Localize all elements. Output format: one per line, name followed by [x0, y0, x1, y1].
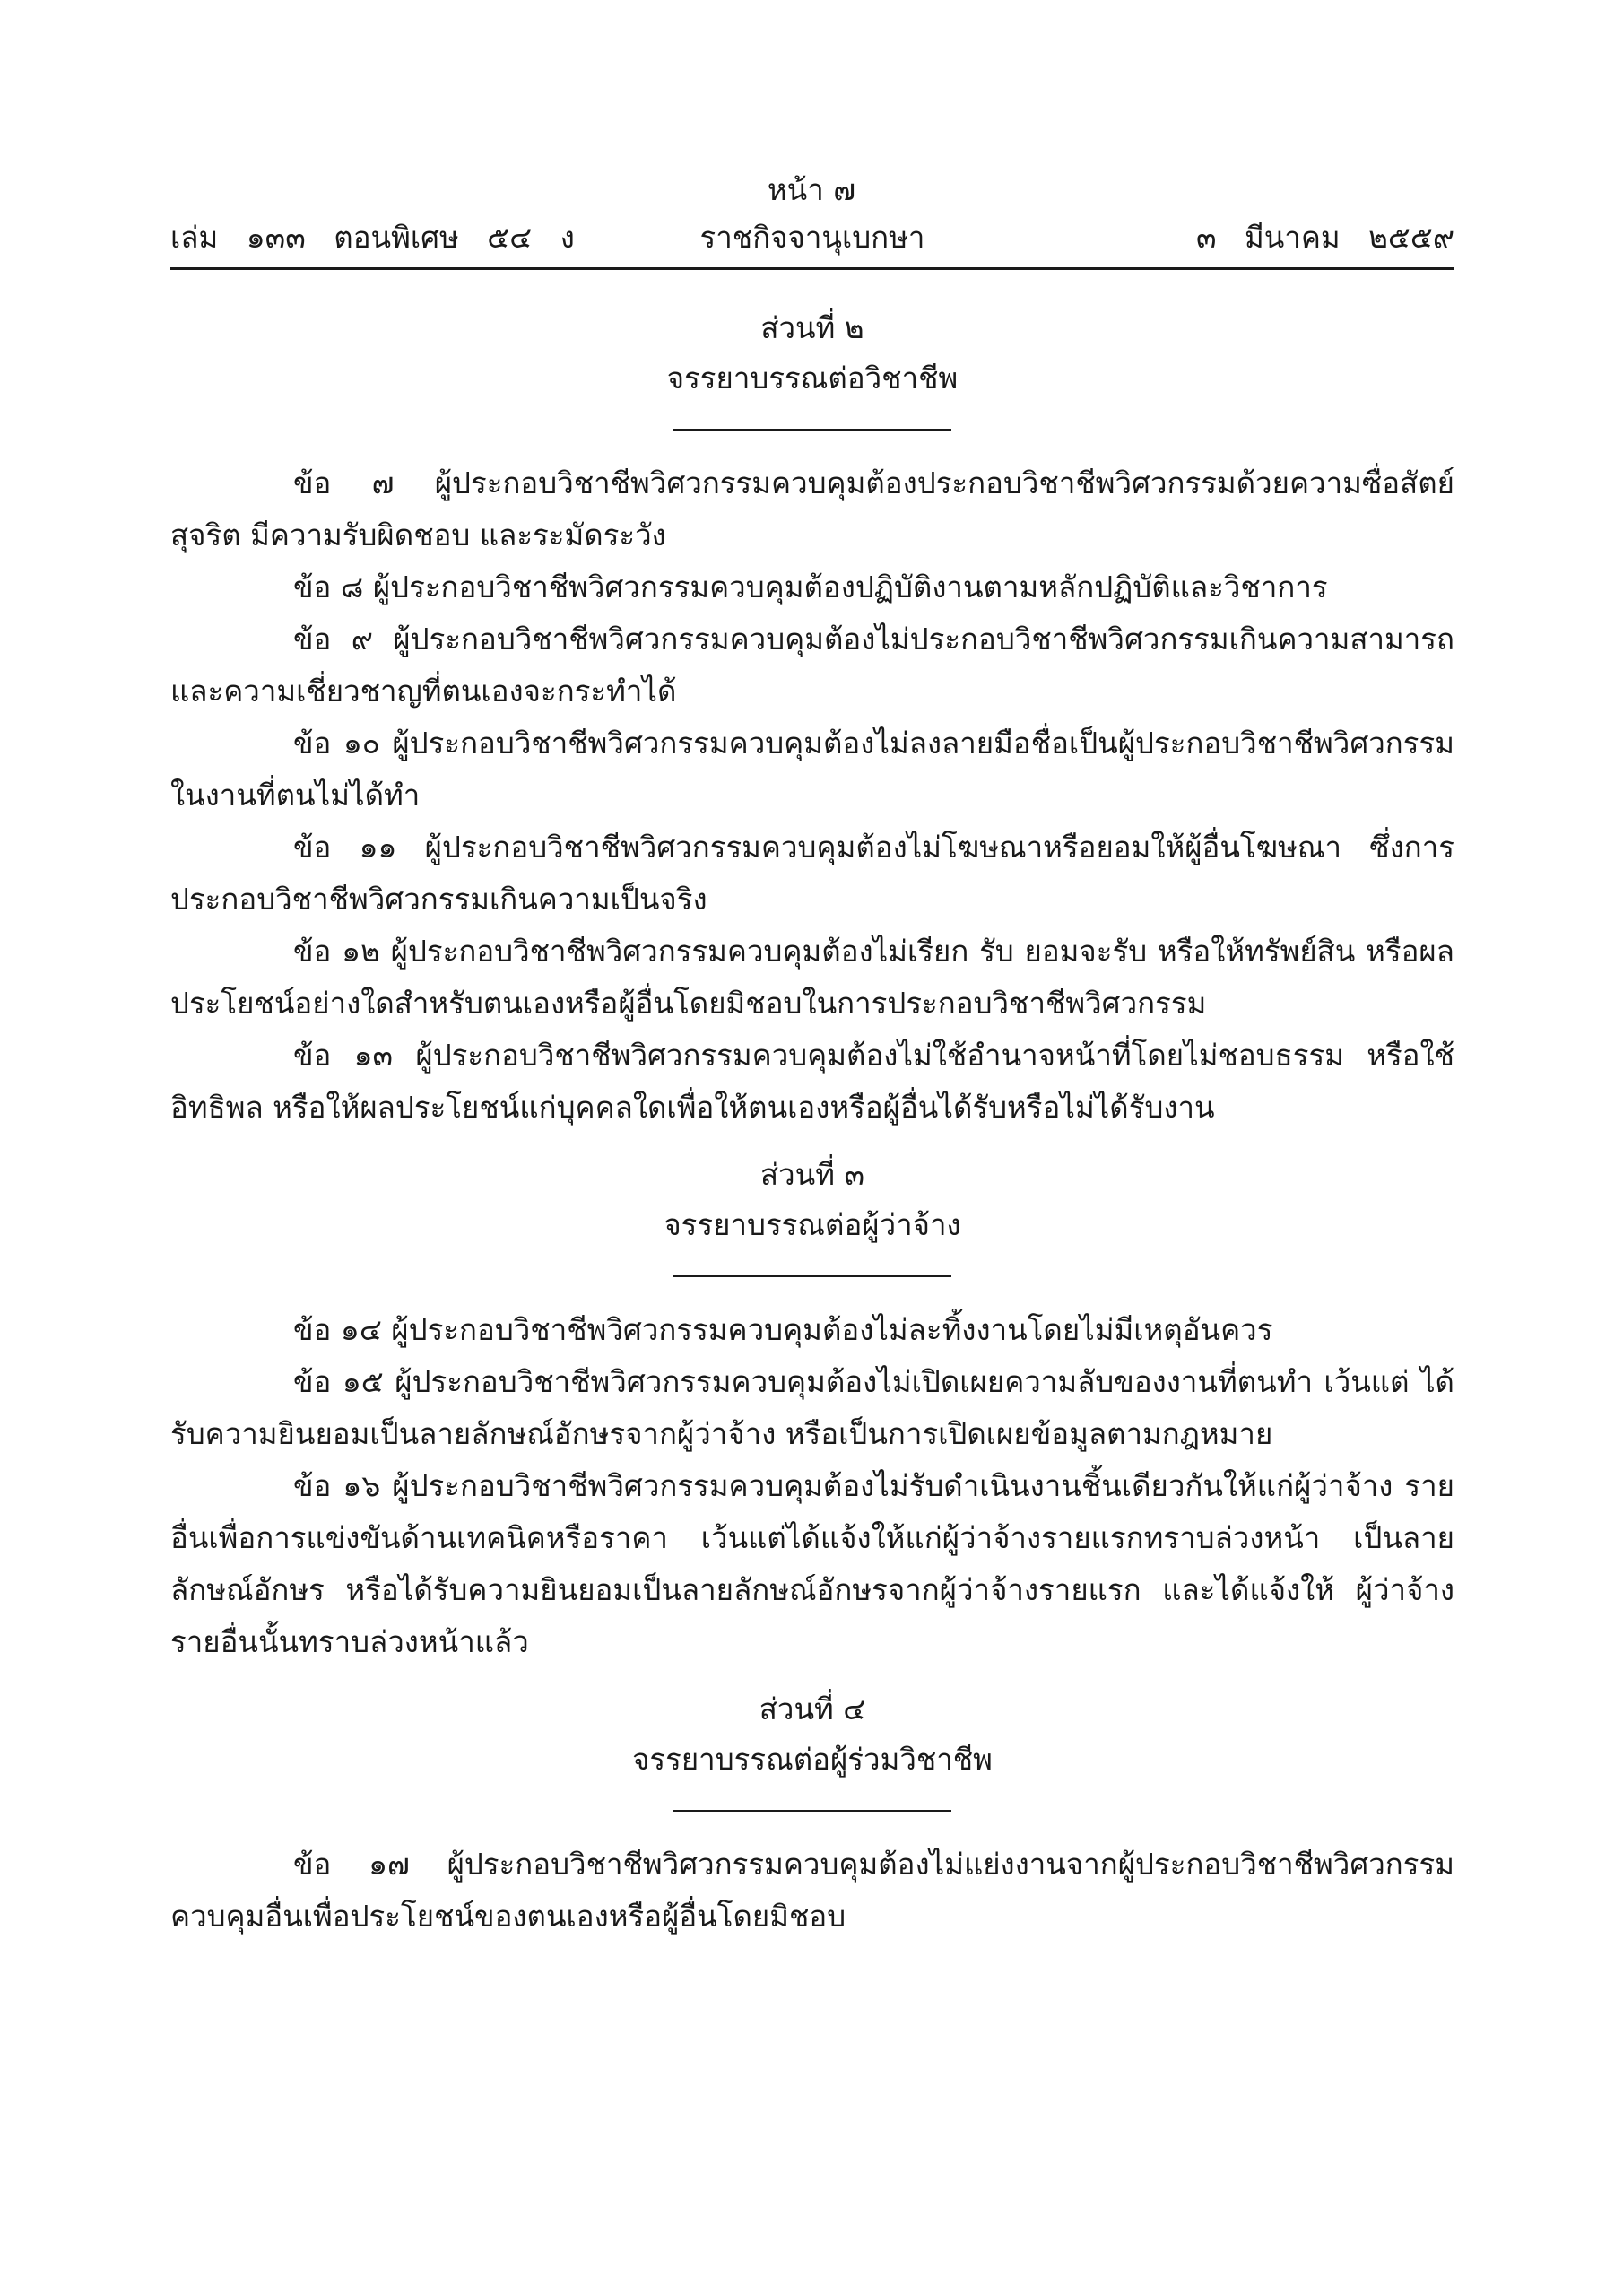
clause-16: ข้อ ๑๖ ผู้ประกอบวิชาชีพวิศวกรรมควบคุมต้องไม่รับดำเนินงานชิ้นเดียวกันให้แก่ผู้ว่าจ้าง รายอื่นเพื่อการแข่งขันด้านเทคนิคหรือราคา เว้นแต่ได้แจ้งให้แก่ผู้ว่าจ้างรายแรกทราบล่วงหน้า เป็นลายลักษณ์อักษร หรือได้รับความยินยอมเป็นลายลักษณ์อักษรจากผู้ว่าจ้างรายแรก และได้แจ้งให้ ผู้ว่าจ้างรายอื่นนั้นทราบล่วงหน้าแล้ว — [170, 1468, 1454, 1659]
clause-8: ข้อ ๘ ผู้ประกอบวิชาชีพวิศวกรรมควบคุมต้องปฏิบัติงานตามหลักปฏิบัติและวิชาการ — [293, 570, 1328, 604]
publication-date: ๓ มีนาคม ๒๕๕๙ — [1195, 220, 1454, 255]
section-heading: จรรยาบรรณต่อผู้ว่าจ้าง — [664, 1207, 961, 1242]
publication-name: ราชกิจจานุเบกษา — [699, 220, 925, 255]
clause-15: ข้อ ๑๕ ผู้ประกอบวิชาชีพวิศวกรรมควบคุมต้องไม่เปิดเผยความลับของงานที่ตนทำ เว้นแต่ ได้รับความยินยอมเป็นลายลักษณ์อักษรจากผู้ว่าจ้าง หรือเป็นการเปิดเผยข้อมูลตามกฎหมาย — [170, 1364, 1454, 1451]
volume-issue: เล่ม ๑๓๓ ตอนพิเศษ ๕๔ ง — [170, 220, 575, 255]
clause-17: ข้อ ๑๗ ผู้ประกอบวิชาชีพวิศวกรรมควบคุมต้องไม่แย่งงานจากผู้ประกอบวิชาชีพวิศวกรรม ควบคุมอื่นเพื่อประโยชน์ของตนเองหรือผู้อื่นโดยมิชอบ — [170, 1847, 1454, 1934]
clause-7: ข้อ ๗ ผู้ประกอบวิชาชีพวิศวกรรมควบคุมต้องประกอบวิชาชีพวิศวกรรมด้วยความซื่อสัตย์สุจริต มีความรับผิดชอบ และระมัดระวัง — [170, 465, 1454, 552]
page-number: หน้า ๗ — [767, 172, 856, 207]
clause-10: ข้อ ๑๐ ผู้ประกอบวิชาชีพวิศวกรรมควบคุมต้องไม่ลงลายมือชื่อเป็นผู้ประกอบวิชาชีพวิศวกรรม ในงานที่ตนไม่ได้ทำ — [170, 726, 1454, 813]
section-rule — [673, 1275, 951, 1277]
section-title: ส่วนที่ ๔ — [759, 1692, 866, 1726]
clause-12: ข้อ ๑๒ ผู้ประกอบวิชาชีพวิศวกรรมควบคุมต้องไม่เรียก รับ ยอมจะรับ หรือให้ทรัพย์สิน หรือผลประโยชน์อย่างใดสำหรับตนเองหรือผู้อื่นโดยมิชอบในการประกอบวิชาชีพวิศวกรรม — [170, 934, 1454, 1021]
section-title: ส่วนที่ ๒ — [760, 310, 864, 345]
section-4-header — [170, 1684, 1454, 1812]
section-rule — [673, 1810, 951, 1812]
section-title: ส่วนที่ ๓ — [759, 1157, 865, 1192]
section-rule — [673, 429, 951, 430]
clause-9: ข้อ ๙ ผู้ประกอบวิชาชีพวิศวกรรมควบคุมต้องไม่ประกอบวิชาชีพวิศวกรรมเกินความสามารถ และความเชี่ยวชาญที่ตนเองจะกระทำได้ — [170, 622, 1454, 709]
section-2-header — [170, 303, 1454, 430]
section-heading: จรรยาบรรณต่อวิชาชีพ — [666, 361, 959, 396]
gazette-header — [170, 215, 1454, 260]
section-heading: จรรยาบรรณต่อผู้ร่วมวิชาชีพ — [632, 1742, 993, 1777]
document-body — [170, 303, 1454, 1943]
spacer — [170, 1134, 1454, 1150]
section-3-header — [170, 1150, 1454, 1277]
clause-13: ข้อ ๑๓ ผู้ประกอบวิชาชีพวิศวกรรมควบคุมต้องไม่ใช้อำนาจหน้าที่โดยไม่ชอบธรรม หรือใช้อิทธิพล หรือให้ผลประโยชน์แก่บุคคลใดเพื่อให้ตนเองหรือผู้อื่นได้รับหรือไม่ได้รับงาน — [170, 1038, 1454, 1125]
clause-11: ข้อ ๑๑ ผู้ประกอบวิชาชีพวิศวกรรมควบคุมต้องไม่โฆษณาหรือยอมให้ผู้อื่นโฆษณา ซึ่งการประกอบวิชาชีพวิศวกรรมเกินความเป็นจริง — [170, 830, 1454, 917]
header-rule — [170, 267, 1454, 270]
spacer — [170, 1668, 1454, 1684]
clause-14: ข้อ ๑๔ ผู้ประกอบวิชาชีพวิศวกรรมควบคุมต้องไม่ละทิ้งงานโดยไม่มีเหตุอันควร — [293, 1312, 1273, 1347]
